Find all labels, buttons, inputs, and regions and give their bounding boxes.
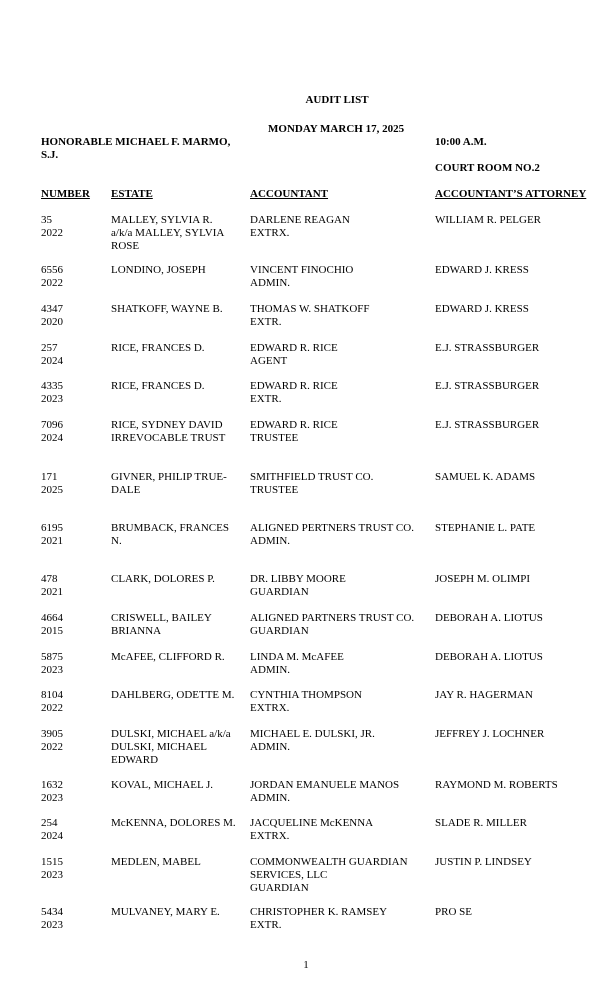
attorney-name-cell: [435, 214, 605, 227]
attorney-name-cell: [435, 651, 605, 664]
case-number-line: 2023: [41, 393, 63, 405]
hearing-date: MONDAY MARCH 17, 2025: [268, 123, 405, 135]
case-number-line: 1632: [41, 779, 63, 791]
case-number-line: 2021: [41, 535, 63, 547]
accountant-name-line: AGENT: [250, 355, 288, 367]
attorney-name-line: STEPHANIE L. PATE: [435, 522, 536, 534]
attorney-name-cell: [435, 906, 605, 919]
attorney-name-cell: [435, 612, 605, 625]
accountant-name-line: DR. LIBBY MOORE: [250, 573, 346, 585]
case-number-line: 2025: [41, 484, 63, 496]
estate-name-cell: [111, 856, 241, 869]
page-number: 1: [303, 959, 309, 971]
case-number-line: 254: [41, 817, 58, 829]
case-number-cell: [41, 573, 101, 599]
estate-name-line: DULSKI, MICHAEL: [111, 741, 207, 753]
accountant-name-line: EDWARD R. RICE: [250, 419, 338, 431]
accountant-name-line: THOMAS W. SHATKOFF: [250, 303, 370, 315]
accountant-name-cell: [250, 728, 425, 754]
accountant-name-line: EDWARD R. RICE: [250, 342, 338, 354]
case-number-cell: [41, 906, 101, 932]
case-number-line: 2022: [41, 227, 63, 239]
case-number-cell: [41, 651, 101, 677]
estate-name-line: GIVNER, PHILIP TRUE-: [111, 471, 227, 483]
estate-name-cell: [111, 612, 241, 638]
case-number-line: 2022: [41, 277, 63, 289]
estate-name-cell: [111, 689, 241, 702]
case-number-line: 1515: [41, 856, 63, 868]
case-number-cell: [41, 779, 101, 805]
accountant-name-cell: [250, 419, 425, 445]
attorney-name-cell: [435, 419, 605, 432]
estate-name-cell: [111, 522, 241, 548]
accountant-name-line: TRUSTEE: [250, 432, 299, 444]
estate-name-line: RICE, SYDNEY DAVID: [111, 419, 223, 431]
estate-name-line: McAFEE, CLIFFORD R.: [111, 651, 225, 663]
case-number-line: 2024: [41, 355, 63, 367]
accountant-name-line: MICHAEL E. DULSKI, JR.: [250, 728, 375, 740]
case-number-cell: [41, 728, 101, 754]
attorney-name-cell: [435, 779, 605, 792]
estate-name-line: ROSE: [111, 240, 140, 252]
estate-name-cell: [111, 779, 241, 792]
attorney-name-line: DEBORAH A. LIOTUS: [435, 612, 543, 624]
case-number-cell: [41, 380, 101, 406]
case-number-cell: [41, 264, 101, 290]
case-number-line: 171: [41, 471, 58, 483]
accountant-name-cell: [250, 380, 425, 406]
attorney-name-line: WILLIAM R. PELGER: [435, 214, 542, 226]
case-number-line: 2020: [41, 316, 63, 328]
judge-line-1: HONORABLE MICHAEL F. MARMO,: [41, 136, 231, 148]
case-number-cell: [41, 689, 101, 715]
estate-name-line: RICE, FRANCES D.: [111, 342, 205, 354]
judge-name: [41, 136, 230, 162]
accountant-name-line: SERVICES, LLC: [250, 869, 328, 881]
accountant-name-line: ALIGNED PERTNERS TRUST CO.: [250, 522, 414, 534]
case-number-cell: [41, 471, 101, 497]
case-number-line: 2023: [41, 919, 63, 931]
attorney-name-cell: [435, 471, 605, 484]
case-number-line: 2023: [41, 792, 63, 804]
case-number-cell: [41, 856, 101, 882]
case-number-cell: [41, 419, 101, 445]
estate-name-line: IRREVOCABLE TRUST: [111, 432, 226, 444]
attorney-name-line: SLADE R. MILLER: [435, 817, 527, 829]
accountant-name-cell: [250, 906, 425, 932]
estate-name-cell: [111, 817, 241, 830]
attorney-name-line: E.J. STRASSBURGER: [435, 419, 540, 431]
accountant-name-line: GUARDIAN: [250, 882, 309, 894]
case-number-line: 257: [41, 342, 58, 354]
column-header-accountant: ACCOUNTANT: [250, 188, 329, 200]
attorney-name-cell: [435, 342, 605, 355]
case-number-line: 5434: [41, 906, 63, 918]
accountant-name-cell: [250, 612, 425, 638]
case-number-cell: [41, 612, 101, 638]
accountant-name-line: EXTRX.: [250, 830, 290, 842]
estate-name-line: CLARK, DOLORES P.: [111, 573, 215, 585]
accountant-name-line: ADMIN.: [250, 741, 291, 753]
case-number-line: 35: [41, 214, 52, 226]
case-number-line: 6195: [41, 522, 63, 534]
attorney-name-cell: [435, 728, 605, 741]
estate-name-cell: [111, 906, 241, 919]
accountant-name-cell: [250, 651, 425, 677]
estate-name-line: DAHLBERG, ODETTE M.: [111, 689, 235, 701]
attorney-name-line: E.J. STRASSBURGER: [435, 380, 540, 392]
case-number-line: 2015: [41, 625, 63, 637]
accountant-name-line: EXTR.: [250, 393, 282, 405]
accountant-name-line: EXTR.: [250, 316, 282, 328]
judge-line-2: S.J.: [41, 149, 59, 161]
accountant-name-line: EXTRX.: [250, 227, 290, 239]
case-number-line: 2023: [41, 869, 63, 881]
attorney-name-line: JOSEPH M. OLIMPI: [435, 573, 531, 585]
case-number-line: 6556: [41, 264, 63, 276]
case-number-line: 3905: [41, 728, 63, 740]
case-number-line: 478: [41, 573, 58, 585]
attorney-name-line: JAY R. HAGERMAN: [435, 689, 533, 701]
estate-name-line: BRIANNA: [111, 625, 162, 637]
accountant-name-line: DARLENE REAGAN: [250, 214, 350, 226]
accountant-name-line: JACQUELINE McKENNA: [250, 817, 374, 829]
accountant-name-cell: [250, 779, 425, 805]
case-number-cell: [41, 817, 101, 843]
attorney-name-line: E.J. STRASSBURGER: [435, 342, 540, 354]
attorney-name-line: DEBORAH A. LIOTUS: [435, 651, 543, 663]
estate-name-cell: [111, 303, 241, 316]
accountant-name-line: EXTR.: [250, 919, 282, 931]
estate-name-cell: [111, 419, 241, 445]
accountant-name-line: ADMIN.: [250, 535, 291, 547]
attorney-name-cell: [435, 856, 605, 869]
estate-name-line: SHATKOFF, WAYNE B.: [111, 303, 223, 315]
attorney-name-cell: [435, 817, 605, 830]
attorney-name-line: EDWARD J. KRESS: [435, 264, 529, 276]
accountant-name-cell: [250, 522, 425, 548]
accountant-name-line: LINDA M. McAFEE: [250, 651, 344, 663]
case-number-line: 4335: [41, 380, 63, 392]
accountant-name-line: COMMONWEALTH GUARDIAN: [250, 856, 408, 868]
estate-name-cell: [111, 214, 241, 253]
case-number-cell: [41, 522, 101, 548]
estate-name-cell: [111, 264, 241, 277]
estate-name-line: KOVAL, MICHAEL J.: [111, 779, 214, 791]
estate-name-line: CRISWELL, BAILEY: [111, 612, 212, 624]
attorney-name-line: SAMUEL K. ADAMS: [435, 471, 536, 483]
accountant-name-line: SMITHFIELD TRUST CO.: [250, 471, 374, 483]
case-number-line: 2023: [41, 664, 63, 676]
estate-name-cell: [111, 573, 241, 586]
case-number-line: 2024: [41, 830, 63, 842]
column-header-estate: ESTATE: [111, 188, 153, 200]
attorney-name-line: PRO SE: [435, 906, 472, 918]
accountant-name-cell: [250, 342, 425, 368]
estate-name-cell: [111, 651, 241, 664]
attorney-name-cell: [435, 303, 605, 316]
accountant-name-cell: [250, 303, 425, 329]
case-number-cell: [41, 303, 101, 329]
accountant-name-line: VINCENT FINOCHIO: [250, 264, 354, 276]
accountant-name-line: ADMIN.: [250, 792, 291, 804]
attorney-name-cell: [435, 522, 605, 535]
attorney-name-line: EDWARD J. KRESS: [435, 303, 529, 315]
court-room: COURT ROOM NO.2: [435, 162, 540, 174]
estate-name-line: N.: [111, 535, 122, 547]
case-number-line: 7096: [41, 419, 63, 431]
accountant-name-line: CYNTHIA THOMPSON: [250, 689, 362, 701]
case-number-line: 4347: [41, 303, 63, 315]
case-number-line: 2022: [41, 741, 63, 753]
estate-name-line: MALLEY, SYLVIA R.: [111, 214, 213, 226]
estate-name-cell: [111, 342, 241, 355]
estate-name-cell: [111, 380, 241, 393]
estate-name-line: DULSKI, MICHAEL a/k/a: [111, 728, 231, 740]
estate-name-line: MEDLEN, MABEL: [111, 856, 201, 868]
estate-name-line: LONDINO, JOSEPH: [111, 264, 206, 276]
accountant-name-line: ALIGNED PARTNERS TRUST CO.: [250, 612, 415, 624]
accountant-name-line: TRUSTEE: [250, 484, 299, 496]
hearing-time: 10:00 A.M.: [435, 136, 487, 148]
estate-name-line: MULVANEY, MARY E.: [111, 906, 220, 918]
accountant-name-cell: [250, 214, 425, 240]
case-number-line: 2022: [41, 702, 63, 714]
accountant-name-line: GUARDIAN: [250, 586, 309, 598]
attorney-name-cell: [435, 380, 605, 393]
attorney-name-line: JEFFREY J. LOCHNER: [435, 728, 545, 740]
accountant-name-cell: [250, 471, 425, 497]
accountant-name-cell: [250, 856, 425, 895]
accountant-name-line: JORDAN EMANUELE MANOS: [250, 779, 400, 791]
estate-name-line: a/k/a MALLEY, SYLVIA: [111, 227, 225, 239]
accountant-name-cell: [250, 817, 425, 843]
case-number-cell: [41, 342, 101, 368]
case-number-line: 4664: [41, 612, 63, 624]
estate-name-line: EDWARD: [111, 754, 159, 766]
accountant-name-cell: [250, 573, 425, 599]
attorney-name-cell: [435, 689, 605, 702]
attorney-name-cell: [435, 573, 605, 586]
accountant-name-line: EDWARD R. RICE: [250, 380, 338, 392]
accountant-name-line: ADMIN.: [250, 664, 291, 676]
column-header-number: NUMBER: [41, 188, 90, 200]
case-number-line: 8104: [41, 689, 63, 701]
accountant-name-line: EXTRX.: [250, 702, 290, 714]
case-number-line: 2024: [41, 432, 63, 444]
accountant-name-line: GUARDIAN: [250, 625, 309, 637]
case-number-line: 2021: [41, 586, 63, 598]
accountant-name-line: CHRISTOPHER K. RAMSEY: [250, 906, 388, 918]
estate-name-line: McKENNA, DOLORES M.: [111, 817, 236, 829]
estate-name-line: BRUMBACK, FRANCES: [111, 522, 229, 534]
accountant-name-cell: [250, 689, 425, 715]
column-header-attorney: ACCOUNTANT’S ATTORNEY: [435, 188, 587, 200]
estate-name-line: RICE, FRANCES D.: [111, 380, 205, 392]
estate-name-line: DALE: [111, 484, 141, 496]
attorney-name-line: RAYMOND M. ROBERTS: [435, 779, 558, 791]
estate-name-cell: [111, 471, 241, 497]
estate-name-cell: [111, 728, 241, 767]
accountant-name-cell: [250, 264, 425, 290]
case-number-cell: [41, 214, 101, 240]
accountant-name-line: ADMIN.: [250, 277, 291, 289]
attorney-name-cell: [435, 264, 605, 277]
attorney-name-line: JUSTIN P. LINDSEY: [435, 856, 532, 868]
document-title: AUDIT LIST: [305, 94, 369, 106]
case-number-line: 5875: [41, 651, 63, 663]
